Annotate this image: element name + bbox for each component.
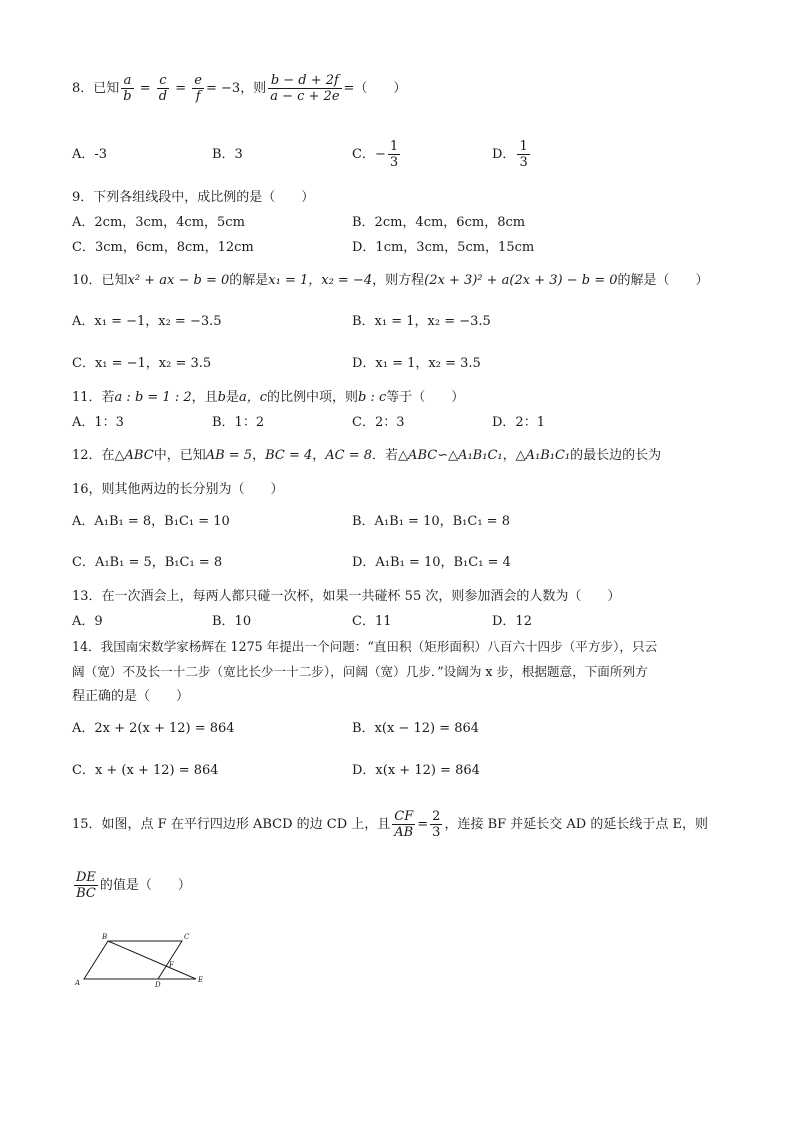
q9-option-d: D．1cm，3cm，5cm，15cm [352,240,535,255]
q9-option-b: B．2cm，4cm，6cm，8cm [352,215,526,230]
q8-option-d: D． $\frac{1}{3}$ [492,139,528,170]
q14-option-a: A．2x + 2(x + 12) = 864 [72,721,235,736]
question-15-stem-line1: 15．如图，点 F 在平行四边形 ABCD 的边 CD 上，且 $\frac{CF}{AB}$ = $\frac{2}{3}$ ，连接 BF 并延长交 AD 的延长线于点 E，则 [72,809,708,840]
q14-option-b: B．x(x − 12) = 864 [352,721,480,736]
label-b: B [102,933,108,941]
q12-option-d: D．A₁B₁ = 10，B₁C₁ = 4 [352,555,511,570]
question-12-stem-line1: 12．在△ABC中，已知AB = 5，BC = 4，AC = 8．若△ABC∽△A₁B₁C₁，△A₁B₁C₁的最长边的长为 [72,448,662,463]
q8-text-start: 8．已知 [72,81,120,96]
q10-solution: x₁ = 1，x₂ = −4 [268,273,373,288]
question-12-stem-line2: 16，则其他两边的长分别为（ ） [72,482,284,497]
q11-a-c: a，c [238,390,268,405]
question-8-stem: 8．已知 $\frac{a}{b}$ = $\frac{c}{d}$ = $\frac{e}{f}$ = −3，则 $\frac{b - d + 2f}{a - c + 2e}$ =（ ） [72,73,407,104]
q11-b: b [217,390,226,405]
q8-option-d-fraction: $\frac{1}{3}$ [519,139,528,170]
q10-option-d: D．x₁ = 1，x₂ = 3.5 [352,356,481,371]
q8-option-c: C．− $\frac{1}{3}$ [352,139,399,170]
q15-fraction-cf-ab: $\frac{CF}{AB}$ [394,809,414,840]
q13-option-b: B．10 [212,614,252,629]
q9-option-a: A．2cm，3cm，4cm，5cm [72,215,245,230]
q12-similar: △ABC∽△A₁B₁C₁ [398,448,503,463]
q11-option-a: A．1：3 [72,415,124,430]
question-14-stem-line3: 程正确的是（ ） [72,689,190,704]
q8-option-c-fraction: $\frac{1}{3}$ [389,139,399,170]
question-15-stem-line2: $\frac{DE}{BC}$ 的值是（ ） [76,870,191,901]
q12-bc: BC = 4 [265,448,313,463]
q8-fraction-e-f: $\frac{e}{f}$ [194,73,202,104]
q8-text-then: ，则 [240,81,267,96]
q8-fraction-expression: $\frac{b - d + 2f}{a - c + 2e}$ [270,73,340,104]
q12-option-a: A．A₁B₁ = 8，B₁C₁ = 10 [72,514,230,529]
question-14-stem-line1: 14．我国南宋数学家杨辉在 1275 年提出一个问题：“直田积（矩形面积）八百六十四步（平方步），只云 [72,639,658,654]
label-e: E [198,976,204,984]
q12-triangle-abc: △ABC [114,448,154,463]
q8-fraction-a-b: $\frac{a}{b}$ [123,73,132,104]
q11-option-c: C．2：3 [352,415,405,430]
label-d: D [155,981,161,989]
q13-option-a: A．9 [72,614,103,629]
q11-b-c: b : c [358,390,387,405]
question-13-stem: 13．在一次酒会上，每两人都只碰一次杯，如果一共碰杯 55 次，则参加酒会的人数为（ ） [72,589,621,604]
q11-option-d: D．2：1 [492,415,545,430]
q10-option-c: C．x₁ = −1，x₂ = 3.5 [72,356,212,371]
question-10-stem: 10．已知x² + ax − b = 0的解是x₁ = 1，x₂ = −4，则方程(2x + 3)² + a(2x + 3) − b = 0的解是（ ） [72,273,709,288]
q9-option-c: C．3cm，6cm，8cm，12cm [72,240,254,255]
q13-option-c: C．11 [352,614,392,629]
q10-new-equation: (2x + 3)² + a(2x + 3) − b = 0 [424,273,618,288]
line-be [108,941,196,979]
q10-equation: x² + ax − b = 0 [127,273,230,288]
q12-triangle-a1b1c1: △A₁B₁C₁ [515,448,571,463]
parallelogram-abcd [84,941,182,979]
q12-ab: AB = 5 [205,448,253,463]
q13-option-d: D．12 [492,614,532,629]
question-9-stem: 9．下列各组线段中，成比例的是（ ） [72,190,315,205]
label-f: F [169,961,174,969]
label-a: A [75,979,81,987]
q8-fraction-c-d: $\frac{c}{d}$ [158,73,168,104]
q8-equals-value: = −3 [205,81,241,96]
q8-option-a: A．-3 [72,147,108,162]
q8-text-end: =（ ） [343,81,407,96]
q15-fraction-2-3: $\frac{2}{3}$ [432,809,441,840]
question-11-stem: 11．若a : b = 1 : 2，且b是a，c的比例中项，则b : c等于（ ） [72,390,465,405]
q10-option-a: A．x₁ = −1，x₂ = −3.5 [72,314,222,329]
label-c: C [184,933,190,941]
question-14-stem-line2: 阔（宽）不及长一十二步（宽比长少一十二步），问阔（宽）几步．”设阔为 x 步，根据题意，下面所列方 [72,664,648,679]
q12-option-b: B．A₁B₁ = 10，B₁C₁ = 8 [352,514,510,529]
q15-fraction-de-bc: $\frac{DE}{BC}$ [76,870,96,901]
q12-ac: AC = 8 [325,448,373,463]
q12-option-c: C．A₁B₁ = 5，B₁C₁ = 8 [72,555,223,570]
q14-option-d: D．x(x + 12) = 864 [352,763,480,778]
q10-option-b: B．x₁ = 1，x₂ = −3.5 [352,314,491,329]
parallelogram-figure [72,932,212,992]
q11-option-b: B．1：2 [212,415,265,430]
q11-ratio: a : b = 1 : 2 [114,390,192,405]
q8-option-b: B．3 [212,147,243,162]
q14-option-c: C．x + (x + 12) = 864 [72,763,219,778]
